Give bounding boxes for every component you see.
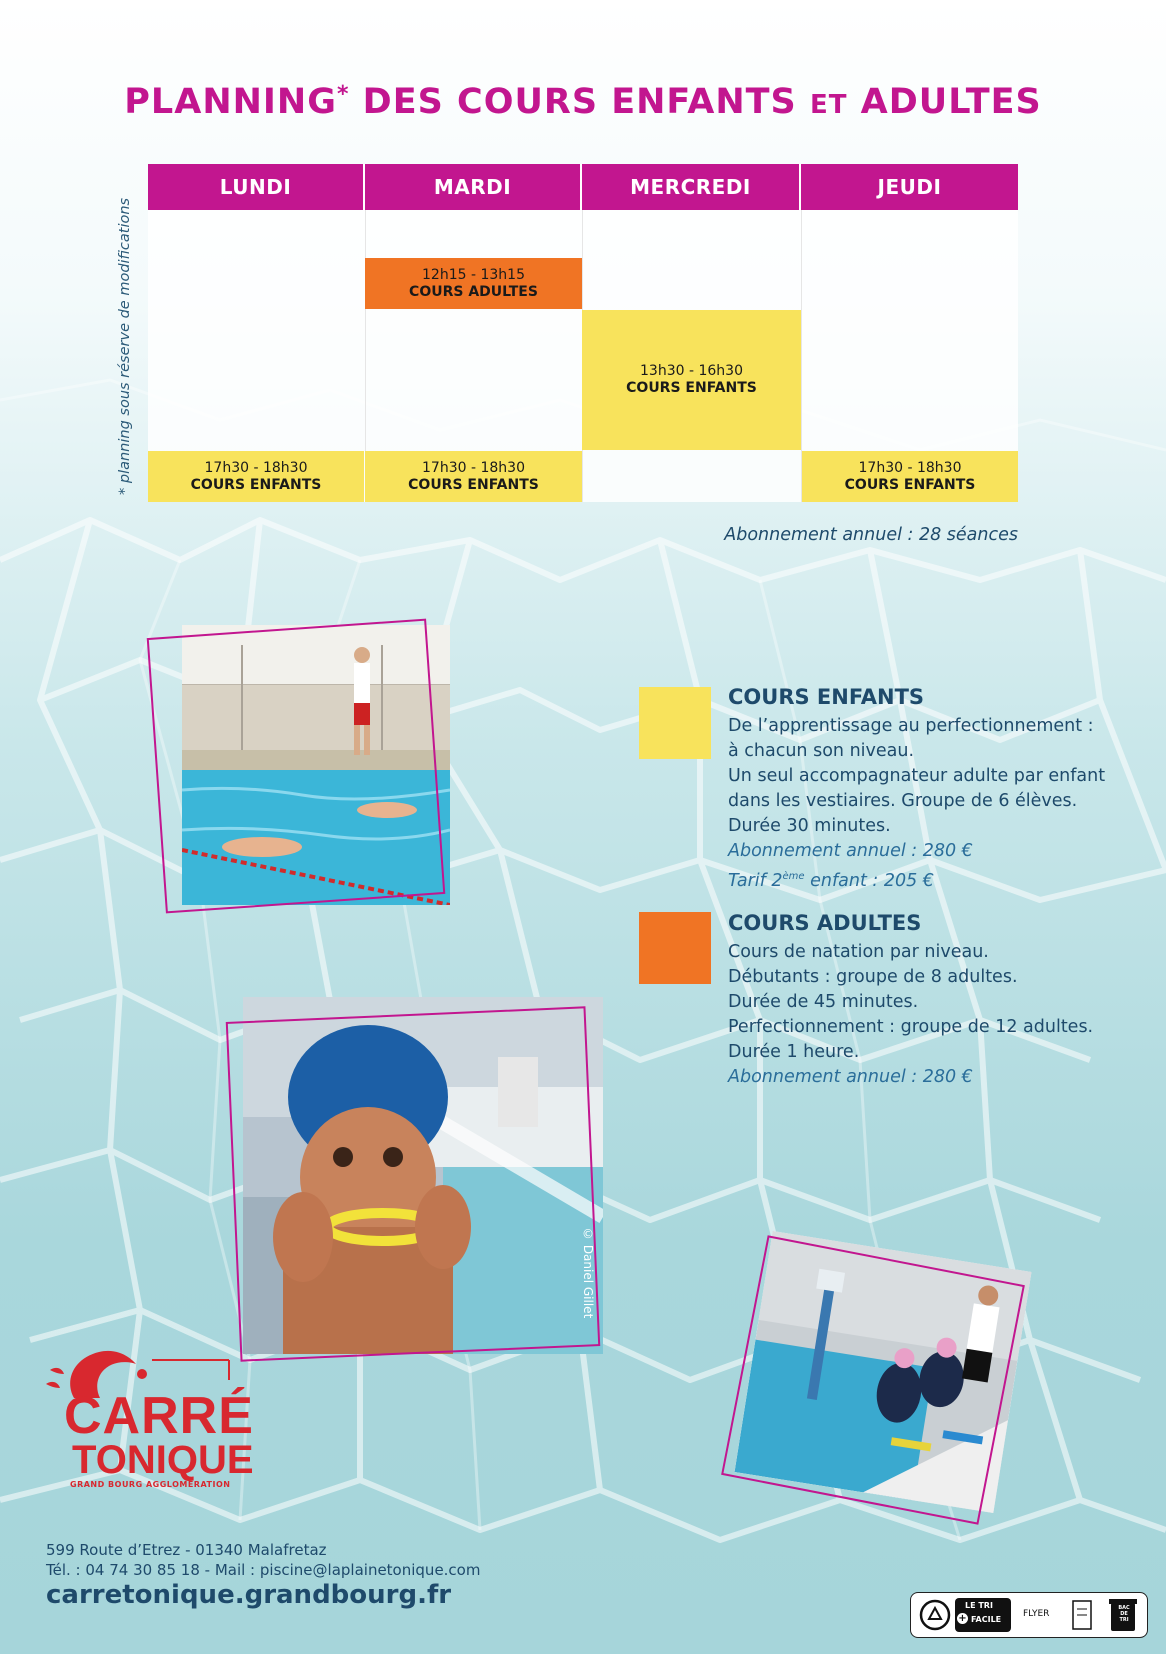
legend-price: Abonnement annuel : 280 € [728, 841, 973, 861]
slot-jeudi-enfants [802, 451, 1018, 502]
price-superscript: ème [782, 871, 805, 882]
title-part-adultes: ADULTES [847, 82, 1042, 122]
legend-line: Perfectionnement : groupe de 12 adultes. [728, 1017, 1094, 1037]
slot-mardi-enfants [365, 451, 582, 502]
day-header-jeudi: JEUDI [801, 164, 1018, 210]
slot-mercredi-enfants [582, 310, 801, 450]
legend-line: Débutants : groupe de 8 adultes. [728, 967, 1018, 987]
legend-swatch-adultes [639, 912, 711, 984]
footer-contact [46, 1540, 480, 1580]
recycle-icon [919, 1599, 951, 1631]
bin-label: BAC DE TRI [1118, 1605, 1130, 1623]
tri-item-label: FLYER [1023, 1609, 1050, 1619]
slot-name: COURS ENFANTS [408, 476, 539, 493]
paper-icon [1071, 1599, 1093, 1631]
slot-mardi-adultes [365, 258, 582, 309]
price-text: Tarif 2 [728, 870, 783, 891]
price-text: enfant : 205 € [804, 870, 934, 891]
carre-tonique-logo [44, 1340, 254, 1490]
legend-line: à chacun son niveau. [728, 741, 915, 761]
tri-label-box [955, 1598, 1011, 1632]
schedule-grid [148, 164, 1018, 502]
slot-name: COURS ADULTES [409, 283, 538, 300]
slot-time: 17h30 - 18h30 [204, 459, 308, 476]
photo-frame [721, 1235, 1025, 1525]
slot-name: COURS ENFANTS [190, 476, 322, 493]
legend-price-second-child [728, 864, 1138, 894]
logo-word-carre: CARRÉ [64, 1387, 254, 1445]
logo-word-tonique: TONIQUE [72, 1438, 254, 1482]
footer-phone-mail: Tél. : 04 74 30 85 18 - Mail : piscine@laplainetonique.com [46, 1561, 481, 1579]
photo-pool-lifeguard [182, 625, 450, 905]
title-asterisk: * [336, 82, 350, 107]
day-header-mardi: MARDI [365, 164, 582, 210]
slot-name: COURS ENFANTS [844, 476, 976, 493]
tri-facile-badge [910, 1592, 1148, 1638]
slot-time: 12h15 - 13h15 [422, 266, 525, 283]
photo-child-goggles [243, 997, 603, 1354]
tri-label-line1: LE TRI [965, 1601, 993, 1610]
tri-label-line2: FACILE [971, 1615, 1002, 1624]
legend-title-enfants: COURS ENFANTS [728, 685, 925, 709]
plus-icon: + [958, 1613, 967, 1624]
day-header-lundi: LUNDI [148, 164, 365, 210]
photo-adults-pool [752, 1250, 1014, 1494]
slot-lundi-enfants [148, 451, 364, 502]
legend-title-adultes: COURS ADULTES [728, 911, 922, 935]
logo-tagline: GRAND BOURG AGGLOMÉRATION [70, 1480, 231, 1489]
title-part-et: ET [809, 90, 848, 120]
footer-website[interactable]: carretonique.grandbourg.fr [46, 1580, 452, 1610]
legend-line: dans les vestiaires. Groupe de 6 élèves. [728, 791, 1078, 811]
legend-line: Durée 1 heure. [728, 1042, 860, 1062]
title-part-middle: DES COURS ENFANTS [349, 82, 810, 122]
legend-line: De l’apprentissage au perfectionnement : [728, 716, 1094, 736]
legend-line: Durée de 45 minutes. [728, 992, 919, 1012]
planning-disclaimer: * planning sous réserve de modifications [117, 197, 133, 495]
photo-frame [226, 1006, 600, 1361]
photo-credit: © Daniel Gillet [581, 1227, 595, 1319]
subscription-note: Abonnement annuel : 28 séances [724, 525, 1018, 545]
legend-line: Un seul accompagnateur adulte par enfant [728, 766, 1106, 786]
title-part-planning: PLANNING [124, 82, 337, 122]
legend-text-adultes [728, 940, 1138, 1090]
legend-line: Durée 30 minutes. [728, 816, 891, 836]
day-header-mercredi: MERCREDI [582, 164, 801, 210]
page-title [0, 82, 1166, 122]
slot-time: 13h30 - 16h30 [640, 363, 743, 379]
legend-text-enfants [728, 714, 1138, 894]
slot-time: 17h30 - 18h30 [858, 459, 962, 476]
slot-name: COURS ENFANTS [626, 380, 757, 396]
photo-frame [147, 619, 446, 914]
legend-line: Cours de natation par niveau. [728, 942, 989, 962]
legend-swatch-enfants [639, 687, 711, 759]
legend-price: Abonnement annuel : 280 € [728, 1067, 973, 1087]
slot-time: 17h30 - 18h30 [422, 459, 525, 476]
footer-address: 599 Route d’Etrez - 01340 Malafretaz [46, 1541, 327, 1559]
